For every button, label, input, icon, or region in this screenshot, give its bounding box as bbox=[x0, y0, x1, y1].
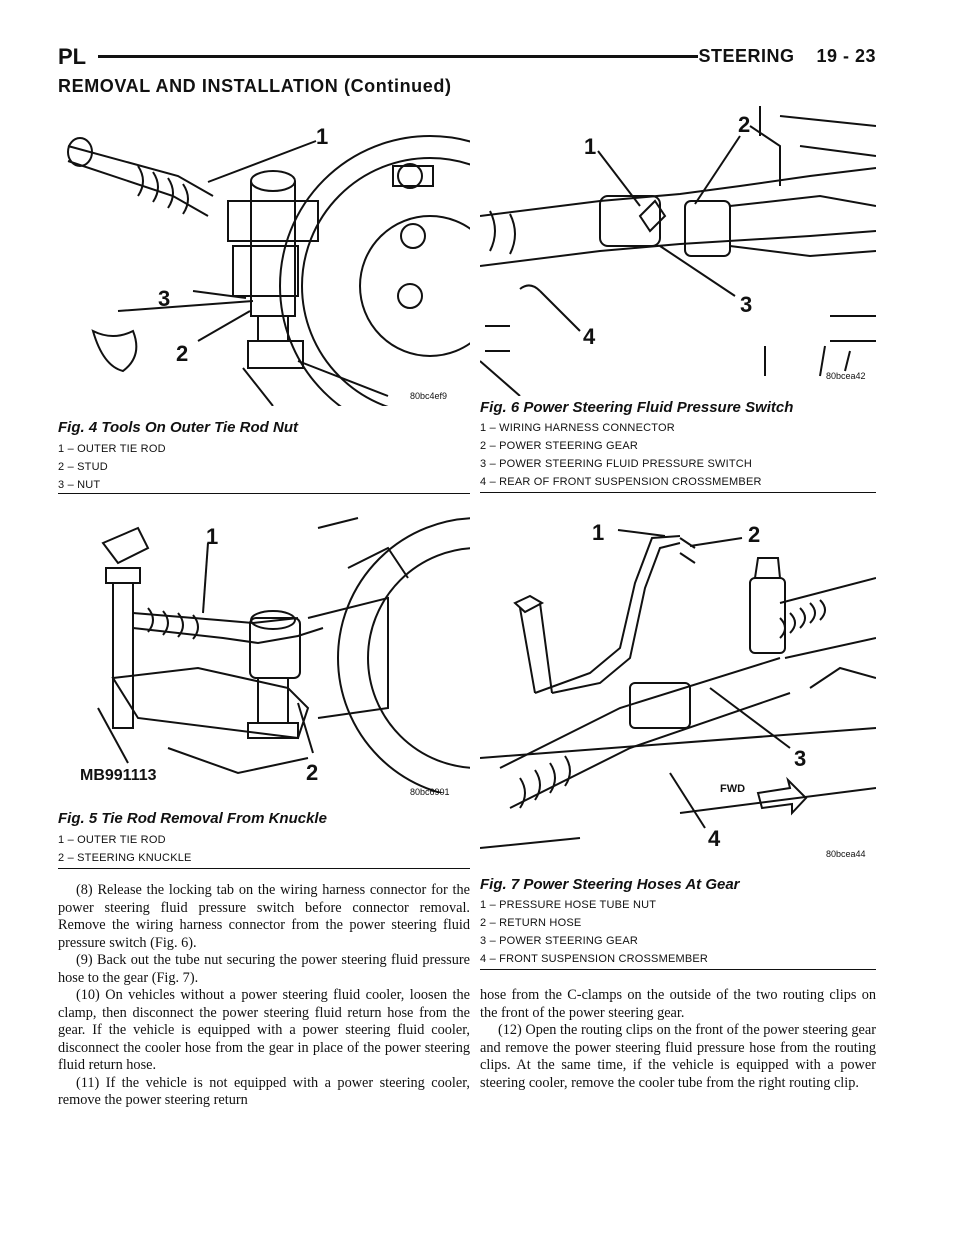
fig6-legend-item: 2 – POWER STEERING GEAR bbox=[480, 440, 639, 452]
step-10-paragraph: (10) On vehicles without a power steering fluid cooler, loosen the clamp, then disconnect the power steering fluid return hose from the gear. If the vehicle is equipped with a power steering fluid cooler, disconnect the cooler hose from the gear in place of the power steering fluid return hose. bbox=[58, 987, 470, 1073]
fig4-rule bbox=[58, 493, 470, 494]
fig5-callout-1: 1 bbox=[206, 524, 219, 549]
fig5-caption: Fig. 5 Tie Rod Removal From Knuckle bbox=[58, 810, 327, 827]
manual-code: PL bbox=[58, 44, 87, 69]
fig5-tool-label: MB991113 bbox=[80, 767, 157, 784]
step-12-paragraph: (12) Open the routing clips on the front of the power steering gear and remove the power steering fluid pressure hose from the routing clips. At the same time, if the vehicle is equipped with a power steering cooler, remove the cooler tube from the right routing clip. bbox=[480, 1022, 876, 1091]
fig6-legend-item: 1 – WIRING HARNESS CONNECTOR bbox=[480, 422, 675, 434]
figure-7 bbox=[480, 508, 876, 970]
fig4-legend-item: 3 – NUT bbox=[58, 479, 101, 491]
step-11-continued-paragraph: hose from the C-clamps on the outside of the two routing clips on the front of the power steering gear. bbox=[480, 987, 876, 1021]
fig5-callout-2: 2 bbox=[306, 760, 319, 785]
fig5-image-code: 80bc6901 bbox=[410, 787, 450, 797]
fig5-rule bbox=[58, 868, 470, 869]
fig4-callout-3: 3 bbox=[158, 286, 171, 311]
section-title: REMOVAL AND INSTALLATION (Continued) bbox=[58, 76, 452, 96]
fig7-legend-item: 4 – FRONT SUSPENSION CROSSMEMBER bbox=[480, 953, 709, 965]
fig7-legend bbox=[480, 896, 708, 968]
figure-7-illustration bbox=[480, 508, 876, 858]
fig4-legend-item: 2 – STUD bbox=[58, 461, 108, 473]
step-8-paragraph: (8) Release the locking tab on the wiring harness connector for the power steering fluid pressure switch before connector removal. Remove the wiring harness connector from the power steering fluid pressure switch (Fig. 6). bbox=[58, 882, 470, 951]
fig4-legend-item: 1 – OUTER TIE ROD bbox=[58, 443, 166, 455]
fig6-rule bbox=[480, 492, 876, 493]
figure-6 bbox=[480, 106, 876, 494]
figure-4-illustration bbox=[58, 106, 470, 406]
fig6-callout-4: 4 bbox=[583, 324, 596, 349]
figure-4 bbox=[58, 106, 470, 494]
body-left-column bbox=[58, 882, 470, 1110]
fig7-callout-4: 4 bbox=[708, 826, 721, 851]
fig6-callout-3: 3 bbox=[740, 292, 753, 317]
figure-6-illustration bbox=[480, 106, 876, 396]
fig7-callout-1: 1 bbox=[592, 520, 605, 545]
fig4-legend bbox=[58, 440, 166, 494]
fig7-legend-item: 2 – RETURN HOSE bbox=[480, 917, 582, 929]
fig6-caption: Fig. 6 Power Steering Fluid Pressure Switch bbox=[480, 399, 794, 416]
fig5-legend-item: 2 – STEERING KNUCKLE bbox=[58, 852, 192, 864]
section-page-number: STEERING 19 - 23 bbox=[698, 46, 876, 66]
fig6-legend bbox=[480, 419, 762, 491]
fig6-callout-2: 2 bbox=[738, 112, 751, 137]
header-rule bbox=[98, 55, 698, 58]
fig7-image-code: 80bcea44 bbox=[826, 849, 866, 859]
fig7-legend-item: 1 – PRESSURE HOSE TUBE NUT bbox=[480, 899, 657, 911]
fig7-caption: Fig. 7 Power Steering Hoses At Gear bbox=[480, 876, 740, 893]
fig6-callout-1: 1 bbox=[584, 134, 597, 159]
step-9-paragraph: (9) Back out the tube nut securing the power steering fluid pressure hose to the gear (Fig. 7). bbox=[58, 952, 470, 986]
figure-5 bbox=[58, 508, 470, 870]
fig4-caption: Fig. 4 Tools On Outer Tie Rod Nut bbox=[58, 419, 298, 436]
fig6-image-code: 80bcea42 bbox=[826, 371, 866, 381]
fig4-image-code: 80bc4ef9 bbox=[410, 391, 448, 401]
fwd-arrow-icon bbox=[758, 780, 806, 813]
fig5-legend bbox=[58, 831, 192, 867]
fig4-callout-1: 1 bbox=[316, 124, 329, 149]
step-11-paragraph: (11) If the vehicle is not equipped with a power steering cooler, remove the power steering return bbox=[58, 1074, 470, 1108]
fig6-legend-item: 3 – POWER STEERING FLUID PRESSURE SWITCH bbox=[480, 458, 753, 470]
fig7-callout-2: 2 bbox=[748, 522, 761, 547]
page-header bbox=[58, 44, 876, 70]
fig7-rule bbox=[480, 969, 876, 970]
fig4-callout-2: 2 bbox=[176, 341, 189, 366]
fig7-legend-item: 3 – POWER STEERING GEAR bbox=[480, 935, 639, 947]
fig5-legend-item: 1 – OUTER TIE ROD bbox=[58, 834, 166, 846]
figure-5-illustration bbox=[58, 508, 470, 793]
fig7-callout-3: 3 bbox=[794, 746, 807, 771]
fig6-legend-item: 4 – REAR OF FRONT SUSPENSION CROSSMEMBER bbox=[480, 476, 762, 488]
body-right-column bbox=[480, 987, 876, 1092]
fig7-fwd-label: FWD bbox=[720, 783, 746, 795]
